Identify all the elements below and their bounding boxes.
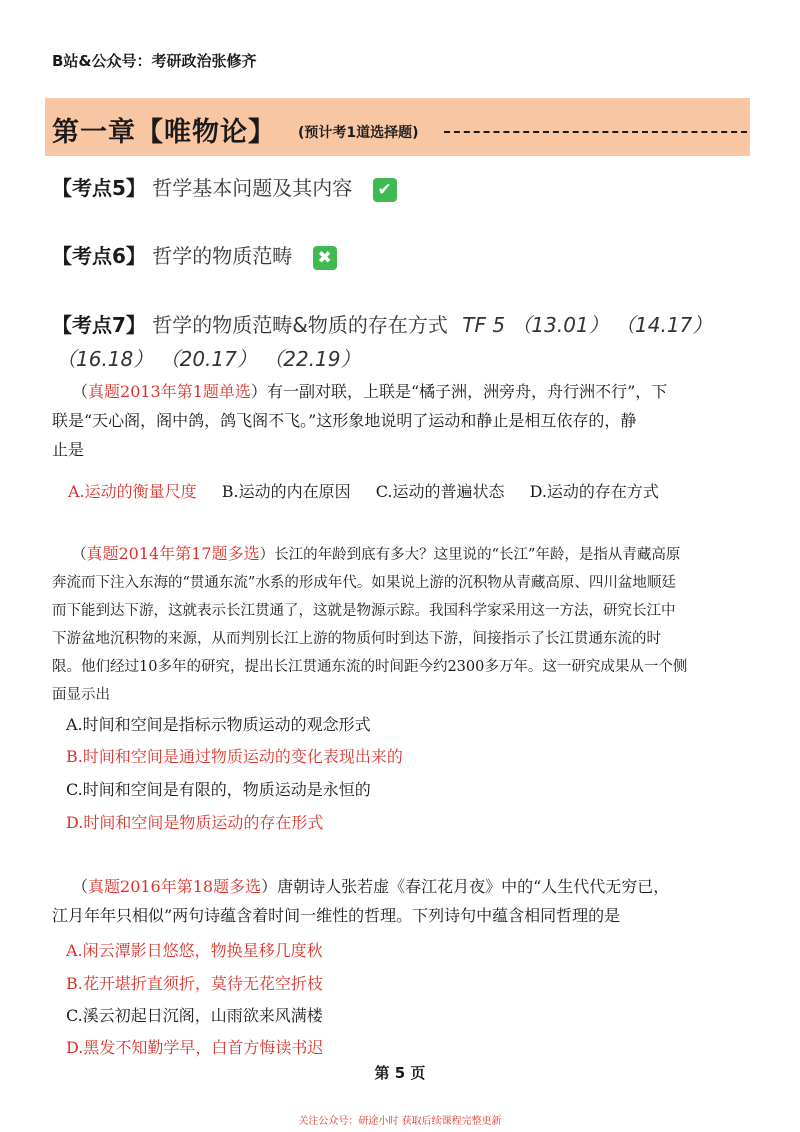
question-text: 唐朝诗人张若虚《春江花月夜》中的“人生代代无穷已， [277,877,670,896]
question-3-option-b: B.花开堪折直须折，莫待无花空折枝 [66,974,323,993]
kaodian-7 [52,309,712,338]
kaodian-tag: 【考点5】 [52,176,146,200]
question-line: 江月年年只相似”两句诗蕴含着时间一维性的哲理。下列诗句中蕴含相同哲理的是 [52,906,621,925]
question-3-option-a: A.闲云潭影日悠悠，物换星移几度秋 [66,941,323,960]
check-icon: ✔ [373,178,397,202]
question-1-options [68,479,659,502]
question-text: 有一副对联，上联是“橘子洲，洲旁舟，舟行洲不行”，下 [266,382,668,401]
option-b: B.运动的内在原因 [221,482,351,501]
question-line: （真题2014年第17题多选）长江的年龄到底有多大？这里说的“长江”年龄，是指从青藏高原 [72,544,681,563]
question-2-option-b: B.时间和空间是通过物质运动的变化表现出来的 [66,747,403,766]
question-line: 下游盆地沉积物的来源，从而判别长江上游的物质何时到达下游，间接指示了长江贯通东流的时 [52,631,661,647]
kaodian-years: （16.18） （20.17） （22.19） [56,347,361,371]
question-source: 真题2016年第18题多选 [88,877,262,896]
chapter-note: (预计考1道选择题) [298,125,419,141]
question-2-option-a: A.时间和空间是指标示物质运动的观念形式 [66,715,371,734]
option-d: D.运动的存在方式 [529,482,659,501]
kaodian-7-years-line2 [56,343,360,372]
question-3-option-c: C.溪云初起日沉阁，山雨欲来风满楼 [66,1006,323,1025]
option-c: C.运动的普遍状态 [375,482,505,501]
question-line: 联是“天心阁，阁中鸽，鸽飞阁不飞。”这形象地说明了运动和静止是相互依存的，静 [52,411,637,430]
kaodian-tag: 【考点6】 [52,244,146,268]
question-1 [52,377,667,464]
cross-icon: ✖ [313,246,337,270]
kaodian-5 [52,172,397,202]
kaodian-6 [52,240,337,270]
question-3-option-d: D.黑发不知勤学早，白首方悔读书迟 [66,1038,324,1057]
brand-header: B站&公众号：考研政治张修齐 [52,52,257,70]
question-line: （真题2016年第18题多选）唐朝诗人张若虚《春江花月夜》中的“人生代代无穷已， [72,877,670,896]
question-text: 长江的年龄到底有多大？这里说的“长江”年龄，是指从青藏高原 [274,547,681,563]
kaodian-tag: 【考点7】 [52,313,146,337]
question-source: 真题2013年第1题单选 [88,382,251,401]
kaodian-text: 哲学的物质范畴 [152,244,293,268]
question-line: 止是 [52,440,85,459]
question-2 [52,540,687,709]
question-source: 真题2014年第17题多选 [86,544,260,563]
question-line: 而下能到达下游，这就表示长江贯通了，这就是物源示踪。我国科学家采用这一方法，研究长江中 [52,603,676,619]
question-2-option-d: D.时间和空间是物质运动的存在形式 [66,813,324,832]
option-a: A.运动的衡量尺度 [68,482,197,501]
kaodian-text: 哲学的物质范畴&物质的存在方式 [152,313,448,337]
page-number: 第 5 页 [374,1064,426,1082]
question-3 [52,872,669,930]
footer-note: 关注公众号：研途小时 获取后续课程完整更新 [298,1116,502,1127]
question-2-option-c: C.时间和空间是有限的，物质运动是永恒的 [66,780,371,799]
question-line: 面显示出 [52,687,110,703]
chapter-title: 第一章【唯物论】 [52,117,276,148]
kaodian-years: TF 5 （13.01） （14.17） [462,313,713,337]
question-line: 限。他们经过10多年的研究，提出长江贯通东流的时间距今约2300多万年。这一研究成果从一个侧 [52,659,688,675]
question-line: （真题2013年第1题单选）有一副对联，上联是“橘子洲，洲旁舟，舟行洲不行”，下 [72,382,668,401]
question-line: 奔流而下注入东海的“贯通东流”水系的形成年代。如果说上游的沉积物从青藏高原、四川盆地顺廷 [52,575,676,591]
kaodian-text: 哲学基本问题及其内容 [152,176,353,200]
chapter-dash-line [444,131,747,133]
